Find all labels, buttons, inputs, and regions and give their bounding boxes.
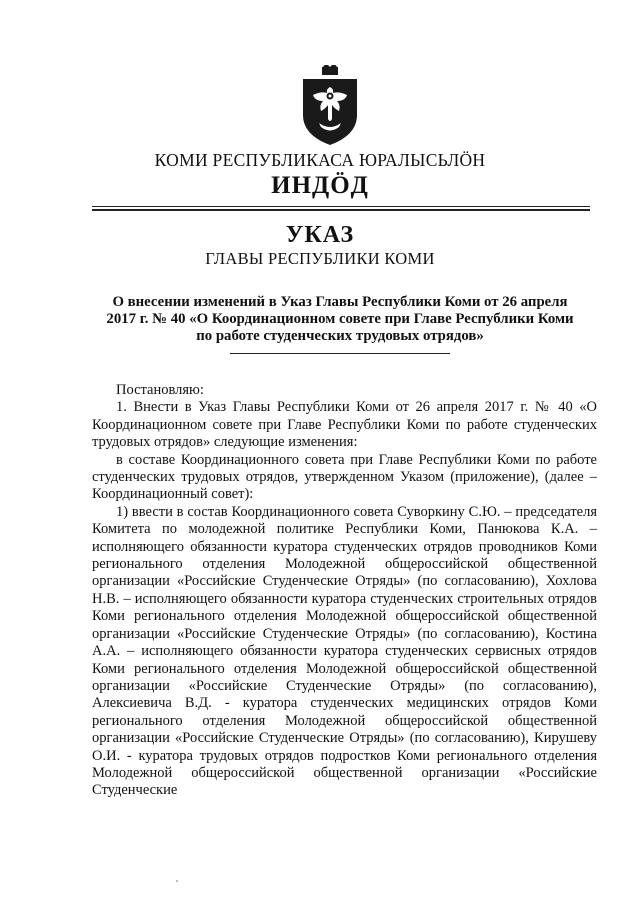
document-body xyxy=(92,382,597,800)
decree-heading: УКАЗ xyxy=(285,222,355,248)
header-divider-thin xyxy=(92,206,590,207)
republic-name-komi: КОМИ РЕСПУБЛИКАСА ЮРАЛЫСЬЛÖН xyxy=(154,150,486,170)
scan-dot xyxy=(176,880,178,882)
body-paragraph: Постановляю: xyxy=(116,382,204,398)
decree-subtitle: ГЛАВЫ РЕСПУБЛИКИ КОМИ xyxy=(205,249,435,268)
body-paragraph: в составе Координационного совета при Главе Республики Коми по работе студенческих трудовых отрядов, утвержденном Указом (приложение), (далее – Координационный совет): xyxy=(92,451,597,503)
body-paragraph: 1. Внести в Указ Главы Республики Коми от 26 апреля 2017 г. № 40 «О Координационном совете при Главе Республики Коми по работе студенческих трудовых отрядов» следующие изменения: xyxy=(92,399,597,451)
header-divider-thick xyxy=(92,209,590,211)
coat-of-arms-komi-icon xyxy=(299,65,361,147)
indod-heading: ИНДÖД xyxy=(271,172,369,199)
document-title: О внесении изменений в Указ Главы Республики Коми от 26 апреля 2017 г. № 40 «О Координационном совете при Главе Республики Коми по работе студенческих трудовых отрядов» xyxy=(106,294,574,344)
body-paragraph: 1) ввести в состав Координационного совета Суворкину С.Ю. – председателя Комитета по молодежной политике Республики Коми, Панюкова К.А. – исполняющего обязанности куратора студенческих отрядов проводников Коми регионального отделения Молодежной общероссийской общественной организации «Российские Студенческие Отряды» (по согласованию), Хохлова Н.В. – исполняющего обязанности куратора студенческих строительных отрядов Коми регионального отделения Молодежной общероссийской общественной организации «Российские Студенческие Отряды» (по согласованию), Костина А.А. – исполняющего обязанности куратора студенческих сервисных отрядов Коми регионального отделения Молодежной общероссийской общественной организации «Российские Студенческие Отряды» (по согласованию), Алексиевича В.Д. - куратора студенческих медицинских отрядов Коми регионального отделения Молодежной общероссийской общественной организации «Российские Студенческие Отряды» (по согласованию), Кирушеву О.И. - куратора трудовых отрядов подростков Коми регионального отделения Молодежной общероссийской общественной организации «Российские Студенческие xyxy=(92,503,597,799)
title-underline xyxy=(230,353,450,354)
